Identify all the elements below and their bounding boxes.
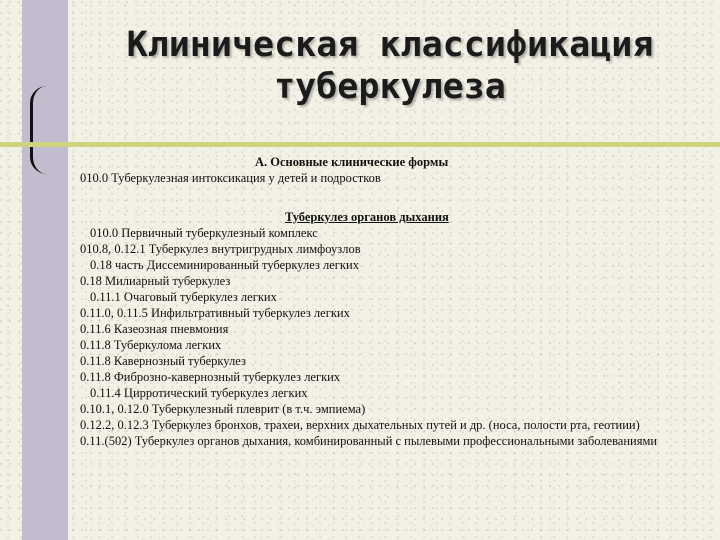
title-underline-rule <box>0 142 720 147</box>
list-item: 0.18 часть Диссеминированный туберкулез легких <box>90 258 359 272</box>
list-item: 0.10.1, 0.12.0 Туберкулезный плеврит (в т.ч. эмпиема) <box>80 402 366 416</box>
list-item: 0.11.0, 0.11.5 Инфильтративный туберкулез легких <box>80 306 350 320</box>
subheading: Туберкулез органов дыхания <box>285 210 449 224</box>
list-item: 010.8, 0.12.1 Туберкулез внутригрудных лимфоузлов <box>80 242 361 256</box>
list-item: 0.11.8 Кавернозный туберкулез <box>80 354 246 368</box>
list-item: 0.11.(502) Туберкулез органов дыхания, комбинированный с пылевыми профессиональными заболеваниями <box>80 434 658 448</box>
title-line-1: Клиническая классификация <box>126 25 654 65</box>
list-item: 0.18 Милиарный туберкулез <box>80 274 231 288</box>
title-line-2: туберкулеза <box>274 67 506 107</box>
decorative-bracket <box>30 86 47 174</box>
list-item: 0.11.8 Фиброзно-кавернозный туберкулез легких <box>80 370 341 384</box>
section-heading: А. Основные клинические формы <box>255 155 449 169</box>
list-item: 0.11.8 Туберкулома легких <box>80 338 222 352</box>
decorative-sidebar-band <box>22 0 68 540</box>
slide-body <box>80 154 685 449</box>
list-item: 0.11.4 Цирротический туберкулез легких <box>90 386 308 400</box>
slide-title <box>70 24 710 108</box>
list-item: 0.11.1 Очаговый туберкулез легких <box>90 290 277 304</box>
list-item: 0.12.2, 0.12.3 Туберкулез бронхов, трахеи, верхних дыхательных путей и др. (носа, полости рта, геотиии) <box>80 418 640 432</box>
list-item: 0.11.6 Казеозная пневмония <box>80 322 229 336</box>
list-item: 010.0 Первичный туберкулезный комплекс <box>90 226 318 240</box>
intro-line: 010.0 Туберкулезная интоксикация у детей и подростков <box>80 171 381 185</box>
